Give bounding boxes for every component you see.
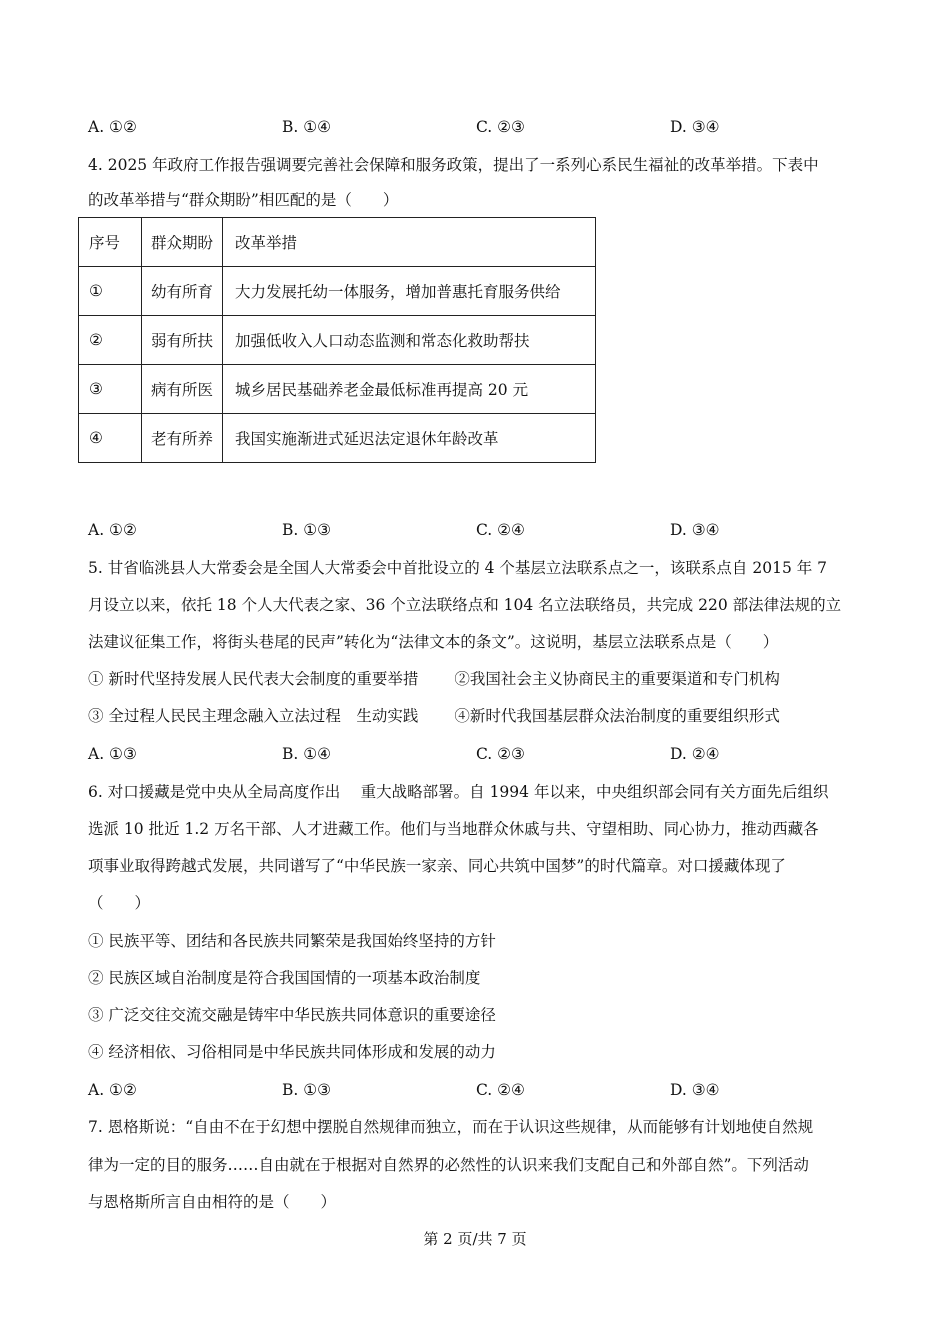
table-cell: 弱有所扶 [142,316,223,365]
table-row [79,365,596,414]
q3-option-c: C. ②③ [476,118,525,136]
table-cell: 城乡居民基础养老金最低标准再提高 20 元 [223,365,596,414]
q3-option-b: B. ①④ [282,118,332,136]
table-cell: 幼有所育 [142,267,223,316]
q6-option-a: A. ①② [88,1081,137,1099]
q6-option-b: B. ①③ [282,1081,332,1099]
q5-stem-line: 法建议征集工作，将街头巷尾的民声”转化为“法律文本的条文”。这说明，基层立法联系点是（ ） [88,633,779,651]
q5-stem-line: 5. 甘省临洮县人大常委会是全国人大常委会中首批设立的 4 个基层立法联系点之一，该联系点自 2015 年 7 [88,559,828,577]
table-cell: ② [79,316,142,365]
table-row [79,267,596,316]
q6-statement: ② 民族区域自治制度是符合我国国情的一项基本政治制度 [88,969,481,987]
q4-option-c: C. ②④ [476,521,525,539]
page-footer: 第 2 页/共 7 页 [423,1230,527,1248]
q6-statement: ① 民族平等、团结和各民族共同繁荣是我国始终坚持的方针 [88,932,496,950]
q6-stem-line: （ ） [88,894,151,912]
q7-stem-line: 7. 恩格斯说：“自由不在于幻想中摆脱自然规律而独立，而在于认识这些规律，从而能够有计划地使自然规 [88,1118,814,1136]
table-row [79,316,596,365]
table-cell: 老有所养 [142,414,223,463]
q6-stem-line: 6. 对口援藏是党中央从全局高度作出 重大战略部署。自 1994 年以来，中央组织部会同有关方面先后组织 [88,783,829,801]
table-header-row [79,218,596,267]
header-cell: 序号 [79,218,142,267]
q4-option-a: A. ①② [88,521,137,539]
table-cell: 我国实施渐进式延迟法定退休年龄改革 [223,414,596,463]
q5-option-b: B. ①④ [282,745,332,763]
q6-option-c: C. ②④ [476,1081,525,1099]
table-cell: 大力发展托幼一体服务，增加普惠托育服务供给 [223,267,596,316]
q4-stem-line: 的改革举措与“群众期盼”相匹配的是（ ） [88,191,399,209]
q5-statement: ① 新时代坚持发展人民代表大会制度的重要举措 ②我国社会主义协商民主的重要渠道和专门机构 [88,670,780,688]
q3-option-a: A. ①② [88,118,137,136]
q4-option-d: D. ③④ [670,521,720,539]
reform-table [78,217,596,463]
q6-stem-line: 项事业取得跨越式发展，共同谱写了“中华民族一家亲、同心共筑中国梦”的时代篇章。对口援藏体现了 [88,857,786,875]
table-cell: 病有所医 [142,365,223,414]
q5-statement: ③ 全过程人民民主理念融入立法过程 生动实践 ④新时代我国基层群众法治制度的重要组织形式 [88,707,780,725]
q6-statement: ④ 经济相依、习俗相同是中华民族共同体形成和发展的动力 [88,1043,496,1061]
table-cell: ④ [79,414,142,463]
q5-option-c: C. ②③ [476,745,525,763]
q7-stem-line: 与恩格斯所言自由相符的是（ ） [88,1193,337,1211]
header-cell: 改革举措 [223,218,596,267]
table-cell: 加强低收入人口动态监测和常态化救助帮扶 [223,316,596,365]
table-cell: ③ [79,365,142,414]
table-row [79,414,596,463]
header-cell: 群众期盼 [142,218,223,267]
q6-stem-line: 选派 10 批近 1.2 万名干部、人才进藏工作。他们与当地群众休戚与共、守望相助、同心协力，推动西藏各 [88,820,819,838]
q5-option-a: A. ①③ [88,745,137,763]
q5-option-d: D. ②④ [670,745,720,763]
q6-option-d: D. ③④ [670,1081,720,1099]
q4-stem-line: 4. 2025 年政府工作报告强调要完善社会保障和服务政策，提出了一系列心系民生福祉的改革举措。下表中 [88,156,819,174]
q5-stem-line: 月设立以来，依托 18 个人大代表之家、36 个立法联络点和 104 名立法联络员，共完成 220 部法律法规的立 [88,596,842,614]
q4-option-b: B. ①③ [282,521,332,539]
q3-option-d: D. ③④ [670,118,720,136]
q6-statement: ③ 广泛交往交流交融是铸牢中华民族共同体意识的重要途径 [88,1006,496,1024]
q7-stem-line: 律为一定的目的服务……自由就在于根据对自然界的必然性的认识来我们支配自己和外部自然”。下列活动 [88,1156,809,1174]
table-cell: ① [79,267,142,316]
